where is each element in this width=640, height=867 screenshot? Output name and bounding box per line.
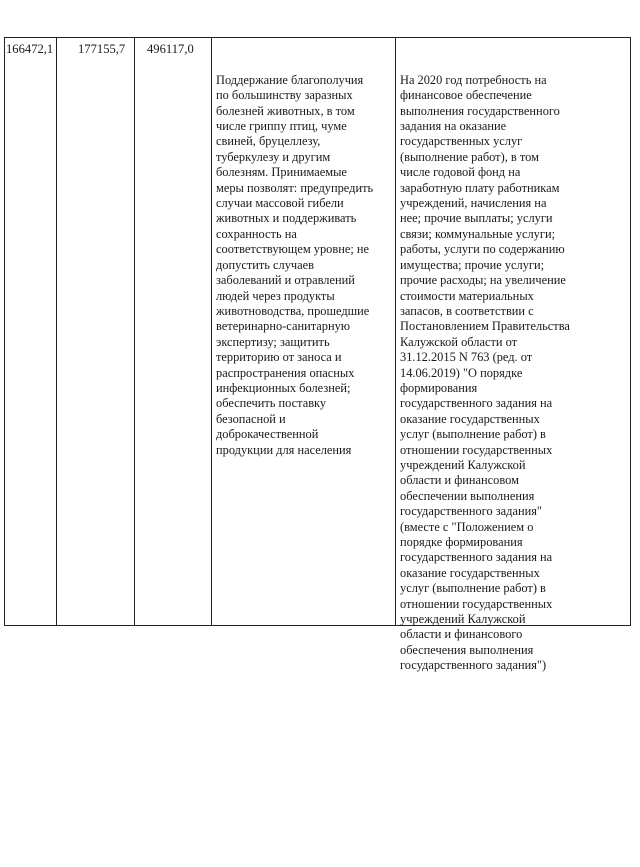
text-line: сохранность на — [216, 226, 297, 241]
text-line: безопасной и — [216, 411, 286, 426]
text-line: услуг (выполнение работ) в — [400, 427, 546, 442]
text-line: меры позволят: предупредить — [216, 180, 374, 195]
text-line: обеспечить поставку — [216, 396, 327, 411]
text-line: территорию от заноса и — [216, 350, 342, 365]
text-line: продукции для населения — [216, 442, 352, 457]
text-line: стоимости материальных — [400, 288, 534, 303]
budget-table — [4, 37, 636, 673]
text-line: имущества; прочие услуги; — [400, 257, 545, 272]
text-line: по большинству заразных — [216, 88, 353, 103]
text-line: свиней, бруцеллезу, — [216, 134, 321, 149]
text-line: работы, услуги по содержанию — [400, 242, 565, 257]
text-line: экспертизу; защитить — [216, 334, 330, 349]
text-line: допустить случаев — [216, 257, 314, 272]
col-border-2 — [134, 37, 135, 626]
text-line: На 2020 год потребность на — [400, 72, 547, 87]
text-line: порядке формирования — [400, 535, 523, 549]
cell-financing-note — [400, 42, 570, 704]
text-line: области и финансового — [400, 627, 523, 642]
text-line: государственного задания на — [400, 550, 553, 565]
text-line: формирования — [400, 380, 478, 395]
text-line: Калужской области от — [400, 334, 518, 349]
text-line: государственных услуг — [400, 134, 523, 149]
text-line: болезням. Принимаемые — [216, 165, 347, 180]
text-line: случаи массовой гибели — [216, 196, 344, 211]
text-line: государственного задания") — [400, 658, 547, 673]
text-line: обеспечении выполнения — [400, 488, 535, 503]
text-line: распространения опасных — [216, 365, 355, 380]
text-line: 14.06.2019) "О порядке — [400, 365, 523, 380]
cell-value-1: 166472,1 — [6, 42, 54, 56]
col-border-0 — [4, 37, 5, 626]
text-line: прочие расходы; на увеличение — [400, 273, 566, 288]
text-line: людей через продукты — [216, 288, 335, 303]
text-line: (вместе с "Положением о — [400, 519, 534, 534]
cell-measure-description — [216, 42, 373, 489]
text-line: ветеринарно-санитарную — [216, 319, 351, 334]
text-line: заработную плату работникам — [400, 180, 560, 195]
cell-value-3: 496117,0 — [147, 42, 194, 56]
text-line: учреждений Калужской — [400, 612, 526, 627]
col-border-3 — [211, 37, 212, 626]
text-line: запасов, в соответствии с — [400, 303, 534, 318]
text-line: учреждений, начисления на — [400, 196, 547, 211]
text-line: соответствующем уровне; не — [216, 242, 369, 257]
text-line: учреждений Калужской — [400, 457, 526, 472]
text-line: нее; прочие выплаты; услуги — [400, 211, 553, 226]
measure-description-lines — [216, 73, 373, 458]
text-line: заболеваний и отравлений — [216, 273, 355, 288]
text-line: животных и поддерживать — [216, 211, 357, 226]
text-line: туберкулезу и другим — [216, 149, 331, 164]
text-line: инфекционных болезней; — [216, 380, 351, 395]
text-line: связи; коммунальные услуги; — [400, 226, 556, 241]
text-line: (выполнение работ), в том — [400, 149, 539, 164]
financing-note-lines — [400, 73, 570, 674]
text-line: государственного задания" — [400, 504, 542, 519]
text-line: Постановлением Правительства — [400, 319, 570, 334]
col-border-4 — [395, 37, 396, 626]
text-line: оказание государственных — [400, 411, 540, 426]
text-line: числе гриппу птиц, чуме — [216, 119, 347, 134]
text-line: отношении государственных — [400, 596, 553, 611]
text-line: услуг (выполнение работ) в — [400, 581, 546, 596]
text-line: государственного задания на — [400, 396, 553, 411]
text-line: Поддержание благополучия — [216, 72, 364, 87]
text-line: выполнения государственного — [400, 103, 560, 118]
text-line: задания на оказание — [400, 119, 507, 134]
col-border-5 — [630, 37, 631, 626]
col-border-1 — [56, 37, 57, 626]
text-line: животноводства, прошедшие — [216, 303, 370, 318]
table-top-border — [4, 37, 631, 38]
text-line: 31.12.2015 N 763 (ред. от — [400, 350, 533, 365]
text-line: оказание государственных — [400, 565, 540, 580]
text-line: области и финансовом — [400, 473, 519, 488]
text-line: доброкачественной — [216, 427, 319, 442]
text-line: обеспечения выполнения — [400, 642, 534, 657]
text-line: финансовое обеспечение — [400, 88, 532, 103]
text-line: числе годовой фонд на — [400, 165, 521, 180]
text-line: болезней животных, в том — [216, 103, 355, 118]
text-line: отношении государственных — [400, 442, 553, 457]
cell-value-2: 177155,7 — [78, 42, 126, 56]
